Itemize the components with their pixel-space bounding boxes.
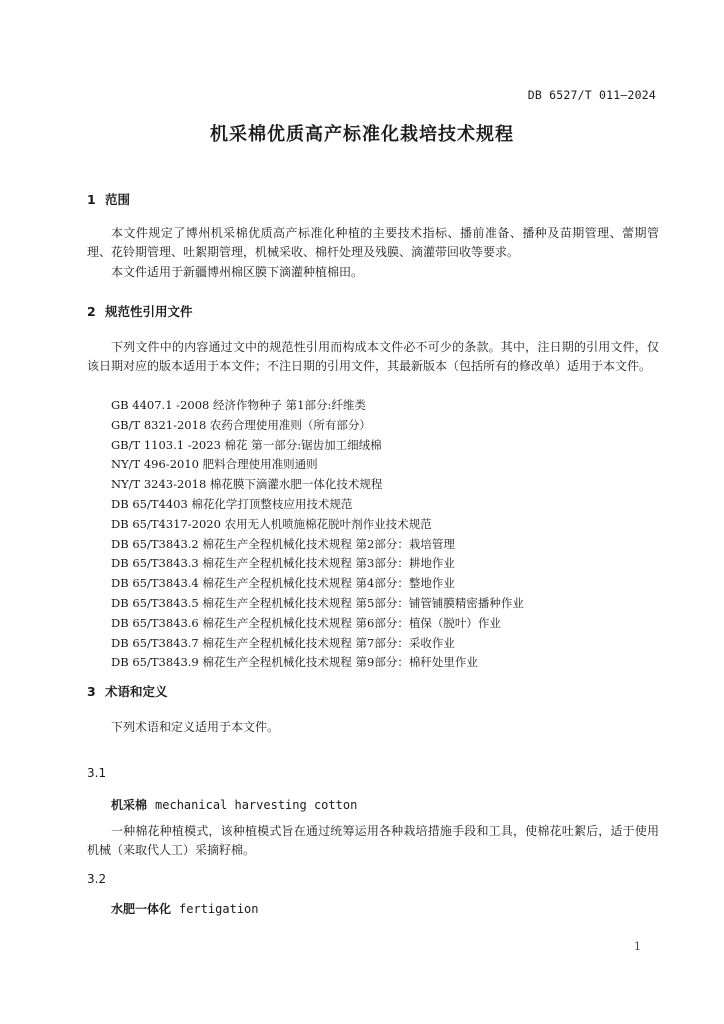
page-number: 1 — [634, 940, 641, 953]
reference-item: DB 65/T3843.9 棉花生产全程机械化技术规程 第9部分：棉秆处里作业 — [111, 655, 478, 670]
section-number: 1 — [87, 192, 96, 207]
reference-item: GB 4407.1 -2008 经济作物种子 第1部分:纤维类 — [111, 398, 366, 412]
term-number: 3.1 — [87, 766, 107, 780]
term-heading — [111, 796, 357, 813]
reference-list — [111, 396, 671, 673]
section-title: 规范性引用文件 — [105, 304, 193, 319]
section-title: 术语和定义 — [105, 684, 168, 699]
section-1-paragraph-1: 本文件规定了博州机采棉优质高产标准化种植的主要技术指标、播前准备、播种及苗期管理、蕾期管理、花铃期管理、吐絮期管理，机械采收、棉杆处理及残膜、滴灌带回收等要求。 — [87, 226, 659, 259]
reference-item: DB 65/T3843.5 棉花生产全程机械化技术规程 第5部分：铺管铺膜精密播种作业 — [111, 595, 524, 610]
section-2-heading — [87, 302, 193, 320]
section-1-paragraph-2: 本文件适用于新疆博州棉区膜下滴灌种植棉田。 — [111, 265, 364, 279]
term-name-zh: 水肥一体化 — [111, 902, 172, 916]
term-heading — [111, 900, 259, 917]
term-name-en: mechanical harvesting cotton — [155, 798, 358, 812]
document-title: 机采棉优质高产标准化栽培技术规程 — [210, 124, 514, 145]
reference-item: GB/T 8321-2018 农药合理使用准则（所有部分） — [111, 417, 371, 432]
reference-item: DB 65/T3843.2 棉花生产全程机械化技术规程 第2部分：栽培管理 — [111, 536, 455, 551]
section-1-heading — [87, 190, 130, 208]
section-title: 范围 — [105, 192, 131, 207]
reference-item: DB 65/T3843.6 棉花生产全程机械化技术规程 第6部分：植保（脱叶）作业 — [111, 615, 501, 630]
reference-item: DB 65/T4317-2020 农用无人机喷施棉花脱叶剂作业技术规范 — [111, 516, 432, 531]
reference-item: DB 65/T3843.4 棉花生产全程机械化技术规程 第4部分：整地作业 — [111, 576, 455, 591]
reference-item: DB 65/T4403 棉花化学打顶整枝应用技术规范 — [111, 496, 353, 511]
section-number: 3 — [87, 684, 96, 699]
term-definition: 一种棉花种植模式，该种植模式旨在通过统筹运用各种栽培措施手段和工具，使棉花吐絮后，适于使用机械（来取代人工）采摘籽棉。 — [87, 824, 659, 857]
document-code: DB 6527/T 011—2024 — [527, 88, 656, 102]
reference-item: NY/T 496-2010 肥料合理使用准则通则 — [111, 457, 318, 472]
term-name-en: fertigation — [179, 902, 259, 916]
reference-item: NY/T 3243-2018 棉花膜下滴灌水肥一体化技术规程 — [111, 477, 383, 492]
term-number: 3.2 — [87, 872, 107, 886]
section-3-intro: 下列术语和定义适用于本文件。 — [111, 720, 280, 734]
reference-item: DB 65/T3843.3 棉花生产全程机械化技术规程 第3部分：耕地作业 — [111, 556, 455, 571]
section-2-intro: 下列文件中的内容通过文中的规范性引用而构成本文件必不可少的条款。其中，注日期的引用文件，仅该日期对应的版本适用于本文件；不注日期的引用文件，其最新版本（包括所有的修改单）适用于本文件。 — [87, 340, 659, 373]
term-name-zh: 机采棉 — [111, 798, 148, 812]
reference-item: DB 65/T3843.7 棉花生产全程机械化技术规程 第7部分：采收作业 — [111, 635, 455, 650]
section-number: 2 — [87, 304, 96, 319]
section-3-heading — [87, 682, 168, 700]
reference-item: GB/T 1103.1 -2023 棉花 第一部分:锯齿加工细绒棉 — [111, 437, 382, 452]
